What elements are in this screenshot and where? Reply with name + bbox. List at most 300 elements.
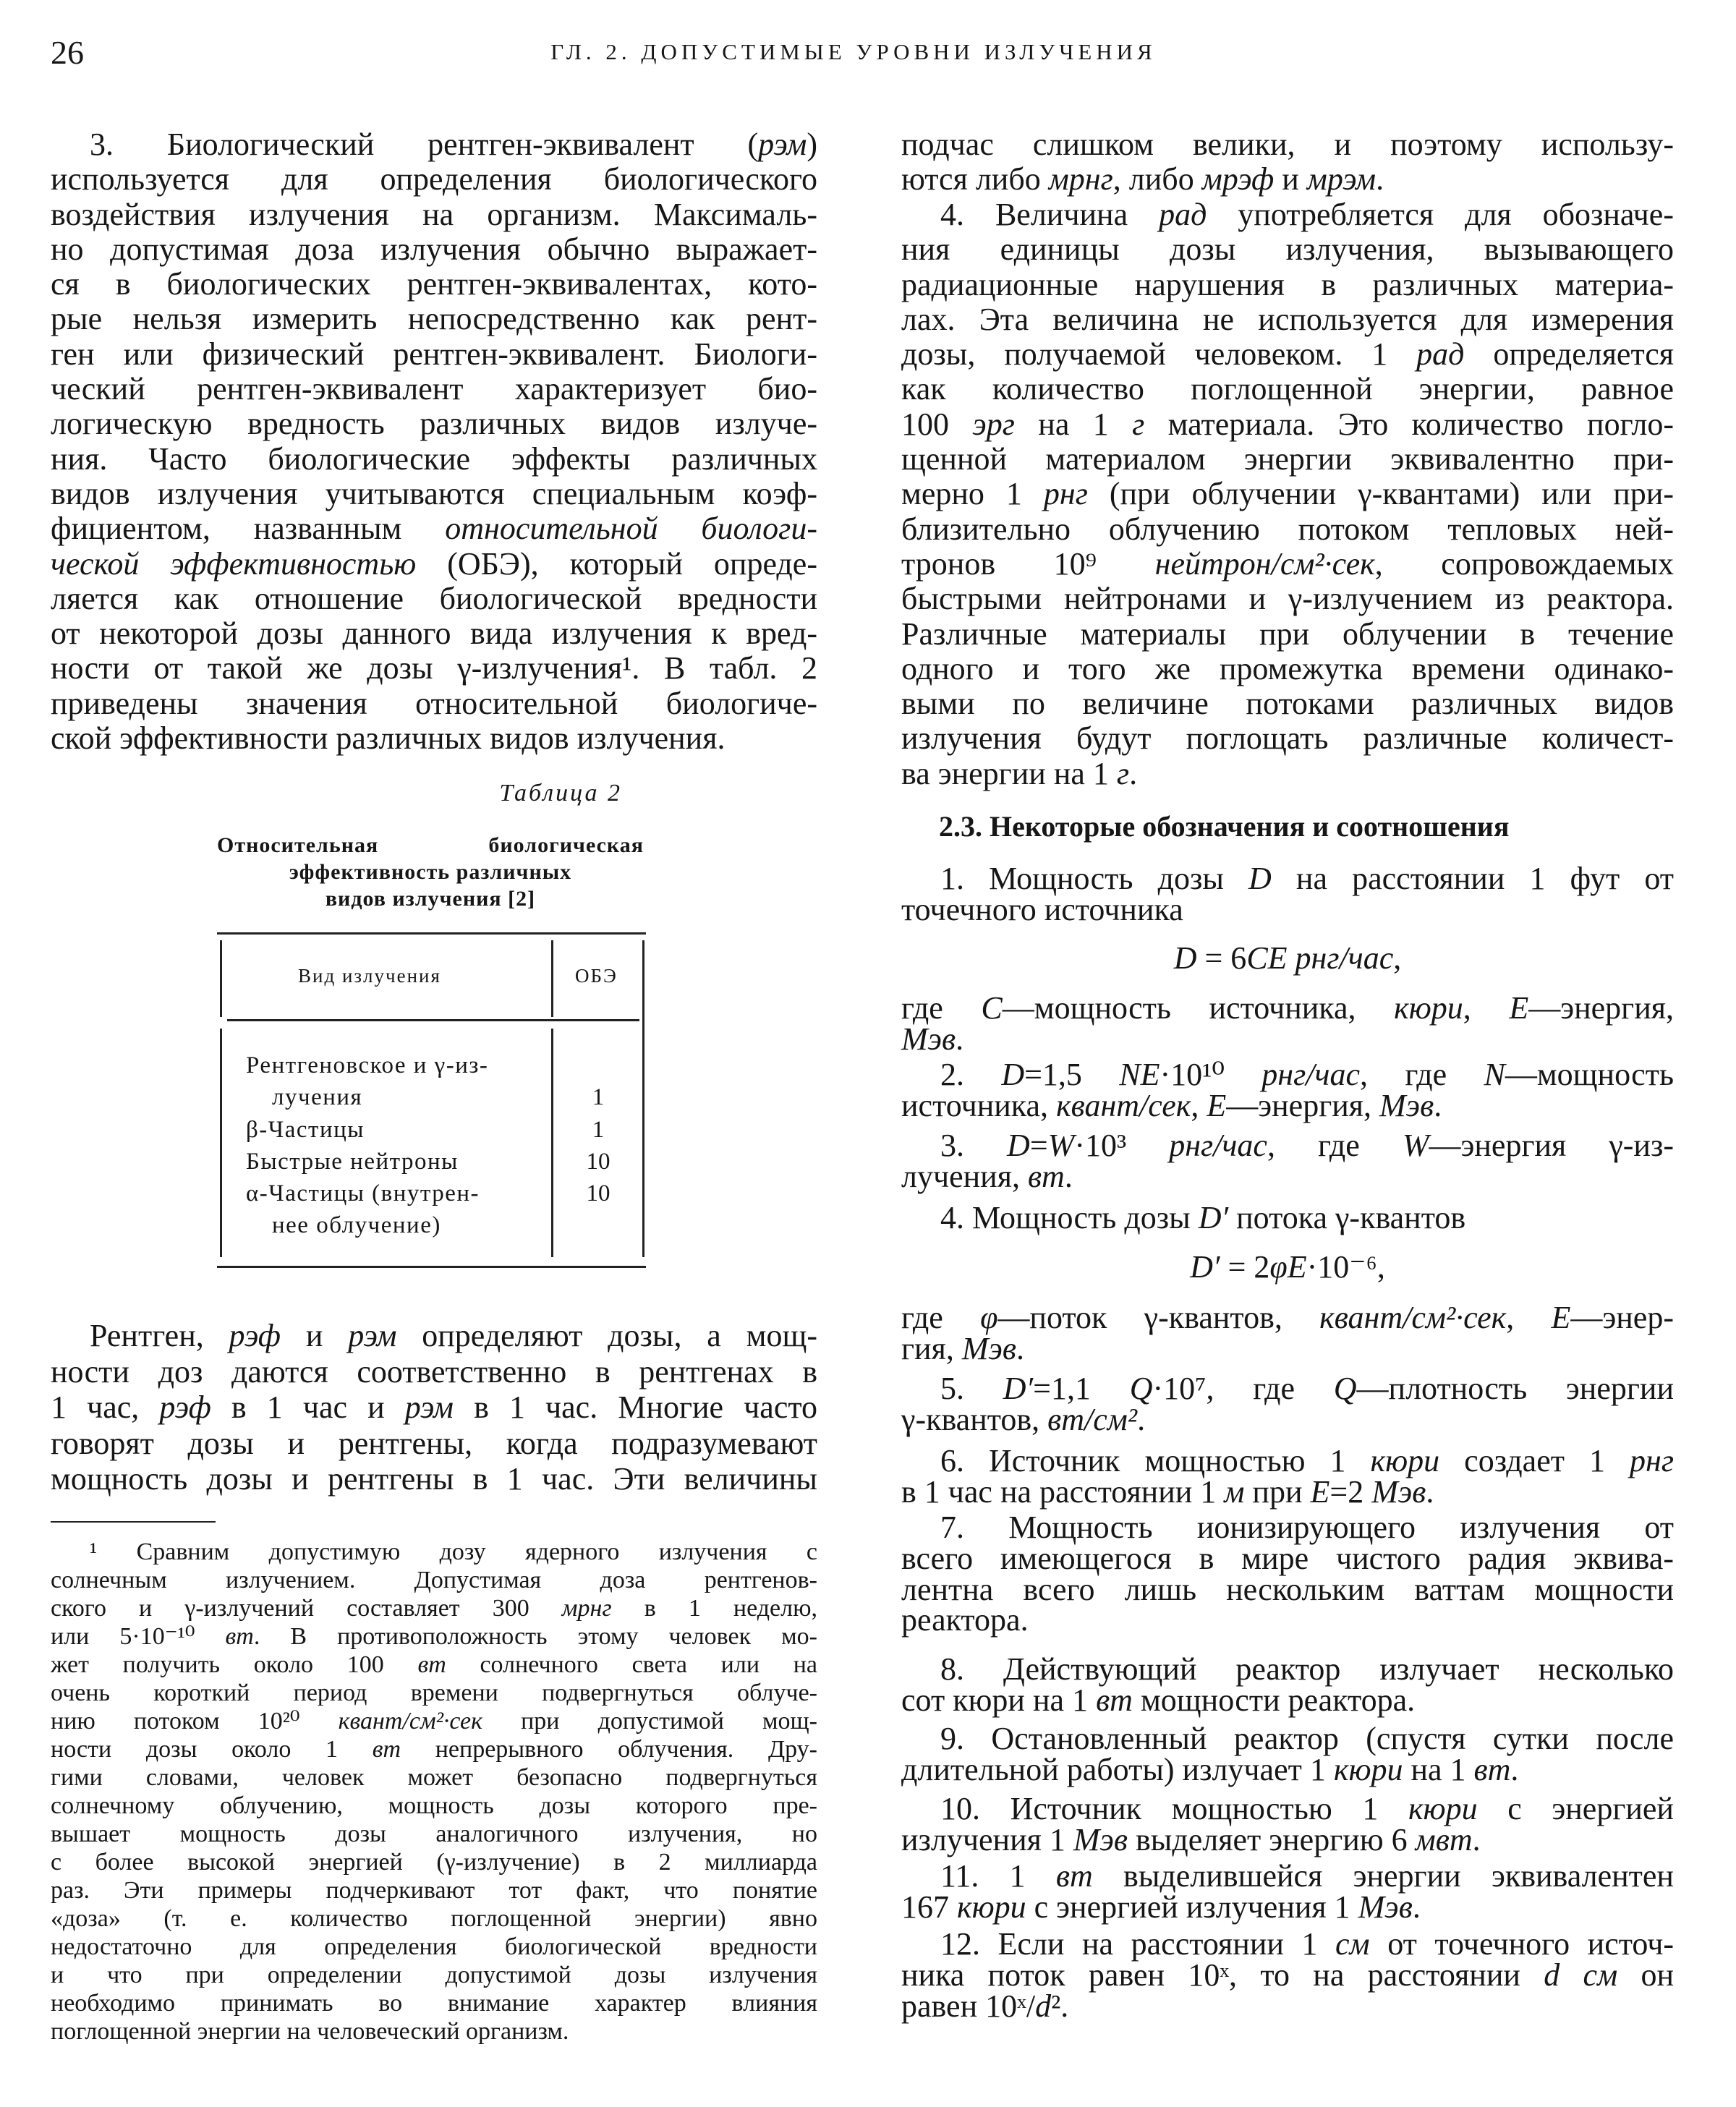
text-line	[51, 1354, 817, 1390]
text-line	[901, 1021, 1674, 1057]
text-line	[51, 1538, 817, 1566]
footnote	[51, 1538, 817, 2046]
text-run: радиационные нарушения в различных материа-	[901, 266, 1674, 302]
relation-item-1	[901, 861, 1674, 927]
table-cell-type: Быстрые нейтроны	[246, 1149, 459, 1175]
italic-term: φE	[1269, 1249, 1307, 1285]
table-cell-rbe: 1	[592, 1117, 605, 1143]
text-line	[901, 686, 1674, 721]
text-line	[51, 582, 817, 616]
text-line	[901, 512, 1674, 547]
text-run: лучения,	[901, 1158, 1028, 1194]
italic-term: D	[1007, 1128, 1030, 1163]
text-line	[901, 1249, 1674, 1285]
text-run: или 5·10⁻¹⁰	[51, 1623, 226, 1650]
text-line	[51, 686, 817, 721]
text-run: ния. Часто биологические эффекты различных	[51, 440, 817, 477]
text-run: ген или физический рентген-эквивалент. Биологи-	[51, 336, 817, 372]
text-line	[901, 442, 1674, 477]
text-run: 8. Действующий реактор излучает несколько	[940, 1651, 1674, 1687]
text-run: поглощенной энергии на человеческий организм.	[51, 2018, 569, 2045]
table-title-line: видов излучения [2]	[325, 887, 536, 911]
text-run: где	[901, 990, 982, 1026]
text-line	[901, 1821, 1674, 1857]
italic-term: вт	[1096, 1682, 1133, 1718]
italic-term: мрэм	[1306, 161, 1377, 197]
relation-item-10	[901, 1791, 1674, 1857]
text-line	[51, 1904, 817, 1933]
table-title-line: эффективность различных	[289, 860, 572, 884]
italic-term: г	[1116, 755, 1130, 791]
text-run: мощность дозы и рентгены в 1 час. Эти величины	[51, 1461, 817, 1497]
text-line	[901, 372, 1674, 406]
text-run: где	[901, 1300, 981, 1335]
column-header-type: Вид излучения	[298, 965, 441, 987]
italic-term: D	[1001, 1057, 1025, 1092]
text-line	[901, 1571, 1674, 1607]
text-run: —поток γ-квантов,	[997, 1300, 1320, 1335]
italic-term: кюри	[957, 1889, 1026, 1925]
section-heading: 2.3. Некоторые обозначения и соотношения	[939, 810, 1510, 843]
text-line	[901, 1200, 1674, 1235]
text-line	[51, 162, 817, 197]
text-line	[901, 721, 1674, 756]
text-line	[901, 1158, 1674, 1194]
text-run: «доза» (т. е. количество поглощенной энергии) явно	[51, 1905, 817, 1932]
text-run: на расстоянии 1 фут от	[1271, 861, 1674, 896]
text-line	[901, 757, 1674, 791]
text-line	[901, 1371, 1674, 1406]
italic-term: D′	[1003, 1371, 1034, 1406]
text-line	[51, 442, 817, 477]
text-line	[51, 1622, 817, 1651]
italic-term: Мэв	[1358, 1889, 1413, 1925]
relation-item-9	[901, 1721, 1674, 1787]
text-line	[901, 617, 1674, 652]
italic-term: квант/см²·сек	[1319, 1300, 1507, 1335]
paragraph-rem	[51, 127, 817, 756]
text-run: необходимо принимать во внимание характер влияния	[51, 1990, 817, 2017]
text-line	[51, 1961, 817, 1989]
text-line	[51, 232, 817, 267]
text-run: с более высокой энергией (γ-излучение) в 2 миллиарда	[51, 1849, 817, 1876]
text-line	[51, 616, 817, 651]
text-run: . В противоположность этому человек мо-	[253, 1623, 817, 1650]
text-run: мерно 1	[901, 476, 1044, 512]
text-run: 167	[901, 1889, 957, 1925]
text-run: сот кюри на 1	[901, 1682, 1097, 1718]
text-run: с энергией	[1477, 1791, 1674, 1826]
text-run: гими словами, человек может безопасно подвергнуться	[51, 1764, 817, 1791]
italic-term: рэф	[159, 1389, 211, 1425]
text-line	[51, 127, 817, 162]
relation-item-6	[901, 1443, 1674, 1510]
text-run: ника поток равен 10ˣ, то на расстоянии	[901, 1957, 1544, 1993]
table-border-left	[220, 1029, 222, 1257]
text-line	[901, 1473, 1674, 1510]
text-line	[51, 1594, 817, 1622]
formula-legend-phi	[901, 1300, 1674, 1366]
text-line	[51, 1389, 817, 1426]
text-run: .	[1472, 1821, 1481, 1857]
text-run: ,	[1191, 1087, 1207, 1123]
text-run: и	[1274, 161, 1307, 197]
text-run: 7. Мощность ионизирующего излучения от	[940, 1510, 1674, 1545]
italic-term: г	[1132, 406, 1145, 442]
text-run: выми по величине потоками различных видов	[901, 686, 1674, 722]
italic-term: рэф	[229, 1318, 281, 1353]
text-line	[901, 1512, 1674, 1544]
text-run: говорят дозы и рентгены, когда подразумевают	[51, 1425, 817, 1461]
text-run: непрерывного облучения. Дру-	[401, 1736, 818, 1763]
text-line	[901, 477, 1674, 511]
table-cell-rbe: 10	[586, 1149, 610, 1175]
text-line	[51, 302, 817, 336]
italic-term: Мэв	[961, 1330, 1016, 1366]
text-line	[901, 582, 1674, 616]
italic-term: рнг/час	[1295, 940, 1394, 976]
text-run: солнечного света или на	[446, 1651, 817, 1678]
italic-term: рад	[1416, 336, 1465, 373]
text-line	[901, 861, 1674, 896]
text-line	[51, 1933, 817, 1961]
formula-dose-rate	[901, 940, 1674, 976]
italic-term: E	[1551, 1300, 1571, 1335]
text-run: 4. Мощность дозы	[940, 1200, 1199, 1235]
text-run: на 1	[1014, 406, 1133, 442]
text-run: 1. Мощность дозы	[940, 861, 1249, 896]
text-run: рые нельзя измерить непосредственно как рент-	[51, 301, 817, 337]
text-run: ².	[1051, 1988, 1069, 2024]
text-run: материала. Это количество погло-	[1144, 406, 1675, 442]
text-line	[901, 940, 1674, 976]
text-line	[901, 197, 1674, 232]
text-run: —энергия,	[1528, 990, 1674, 1026]
italic-term: рэм	[348, 1318, 397, 1353]
text-line	[901, 1443, 1674, 1478]
text-run: ,	[1463, 990, 1510, 1026]
text-run: с энергией излучения 1	[1026, 1889, 1358, 1925]
text-run: .	[1426, 1473, 1434, 1510]
text-run: реактора.	[901, 1602, 1029, 1638]
text-run: ются либо	[901, 161, 1049, 197]
text-run: ·10³	[1074, 1128, 1170, 1163]
text-run: на 1	[1403, 1751, 1474, 1787]
italic-term: вт	[1055, 1858, 1093, 1894]
italic-term: квант/см²·сек	[338, 1708, 483, 1734]
text-run: солнечному облучению, мощность дозы которого пре-	[51, 1792, 817, 1819]
italic-term: ческой эффективностью	[51, 545, 417, 582]
text-run: = 6	[1196, 940, 1247, 976]
text-run: приведены значения относительной биологиче-	[51, 685, 817, 721]
text-run: 9. Остановленный реактор (спустя сутки после	[940, 1721, 1674, 1756]
text-line	[901, 1602, 1674, 1638]
text-run: ся в биологических рентген-эквивалентах, кото-	[51, 266, 817, 302]
table-title-line: Относительная биологическая	[217, 833, 644, 857]
text-run: ния единицы дозы излучения, вызывающего	[901, 231, 1674, 268]
text-line	[51, 1989, 817, 2017]
text-run: при допустимой мощ-	[482, 1708, 817, 1734]
text-run: .	[1376, 161, 1384, 197]
table-caption: Таблица 2	[499, 780, 622, 806]
italic-term: рад	[1159, 197, 1207, 232]
italic-term: Мэв	[1073, 1821, 1128, 1857]
italic-term: W	[1047, 1128, 1075, 1163]
italic-term: вт/см²	[1047, 1401, 1138, 1437]
text-line	[51, 511, 817, 546]
text-line	[901, 1300, 1674, 1335]
italic-term: рнг/час	[1261, 1057, 1361, 1092]
text-run: γ-квантов,	[901, 1401, 1048, 1437]
italic-term: N	[1484, 1057, 1505, 1092]
text-run: логическую вредность различных видов излуче-	[51, 406, 817, 442]
table-cell-rbe: 1	[592, 1084, 605, 1110]
italic-term: φ	[980, 1300, 998, 1335]
text-run: солнечным излучением. Допустимая доза рентгенов-	[51, 1567, 817, 1593]
text-run: , где	[1360, 1057, 1484, 1092]
text-line	[901, 407, 1674, 442]
paragraph-units	[51, 1318, 817, 1497]
text-run	[1288, 940, 1295, 976]
text-run: 3.	[940, 1128, 1008, 1163]
relation-item-2	[901, 1057, 1675, 1123]
relation-item-8	[901, 1651, 1674, 1718]
text-line	[51, 477, 817, 511]
text-run: .	[1137, 1401, 1146, 1437]
text-line	[901, 1858, 1674, 1894]
italic-term: мрнг	[561, 1595, 612, 1622]
text-line	[901, 1926, 1675, 1962]
italic-term: CE	[1246, 940, 1288, 976]
text-run: определяется	[1464, 336, 1674, 373]
text-run: ности от такой же дозы γ-излучения¹. В табл. 2	[51, 650, 817, 686]
text-run: раз. Эти примеры подчеркивают тот факт, что понятие	[51, 1877, 817, 1904]
text-run: дозы, получаемой человеком. 1	[901, 336, 1417, 373]
italic-term: D′	[1190, 1249, 1220, 1285]
table-cell-type: нее облучение)	[272, 1212, 441, 1238]
text-run: при	[1244, 1473, 1311, 1510]
text-line	[901, 162, 1674, 197]
text-run: как количество поглощенной энергии, равное	[901, 371, 1674, 407]
text-line	[901, 1988, 1674, 2024]
text-run: 4. Величина	[940, 197, 1160, 232]
rbe-table	[217, 932, 646, 1268]
table-cell-rbe: 10	[586, 1180, 610, 1206]
table-cell-type: α-Частицы (внутрен-	[246, 1180, 480, 1206]
text-line	[901, 1087, 1674, 1123]
text-run: вышает мощность дозы аналогичного излучения, но	[51, 1821, 817, 1847]
text-line	[901, 127, 1674, 162]
text-line	[51, 1792, 817, 1820]
text-run: ,	[1506, 1300, 1552, 1335]
text-run: 10. Источник мощностью 1	[940, 1791, 1408, 1826]
text-run: ¹ Сравним допустимую дозу ядерного излучения с	[90, 1538, 817, 1565]
table-cell-type: β-Частицы	[246, 1117, 365, 1143]
text-run: выделившейся энергии эквивалентен	[1092, 1858, 1674, 1894]
text-run: одного и того же промежутка времени одинако-	[901, 650, 1674, 686]
text-run: определяют дозы, а мощ-	[396, 1318, 817, 1353]
footnote-rule	[51, 1521, 216, 1523]
paragraph-rad	[901, 197, 1674, 791]
text-run: употребляется для обозначе-	[1207, 197, 1674, 232]
text-line	[901, 1721, 1674, 1756]
text-run: 1 час,	[51, 1389, 160, 1425]
text-line	[51, 1848, 817, 1876]
text-line	[901, 652, 1674, 686]
relation-item-11	[901, 1858, 1674, 1925]
table-cell-type: Рентгеновское и γ-из-	[246, 1052, 489, 1078]
text-run: равен 10ˣ/	[901, 1988, 1036, 2024]
text-run: всего имеющегося в мире чистого радия эквива-	[901, 1540, 1674, 1576]
italic-term: кюри	[1408, 1791, 1478, 1826]
table-border-left	[220, 940, 222, 1017]
text-run: 2.	[940, 1057, 1002, 1092]
text-run: излучения будут поглощать различные количест-	[901, 720, 1674, 757]
text-run: используется для определения биологического	[51, 161, 817, 197]
text-run: —мощность	[1505, 1057, 1675, 1092]
text-run: щенной материалом энергии эквивалентно при-	[901, 441, 1674, 477]
text-run: =1,5	[1024, 1057, 1120, 1092]
text-run: ского и γ-излучений составляет 300	[51, 1595, 562, 1622]
page-number: 26	[51, 34, 84, 71]
text-line	[51, 1426, 817, 1462]
text-run: ческий рентген-эквивалент характеризует био-	[51, 371, 817, 407]
text-line	[901, 1651, 1674, 1687]
text-run: в 1 час на расстоянии 1	[901, 1473, 1225, 1510]
text-run: быстрыми нейтронами и γ-излучением из реактора.	[901, 581, 1674, 617]
italic-term: рнг/час	[1169, 1128, 1267, 1163]
text-line	[51, 1651, 817, 1679]
text-run: 100	[901, 406, 973, 442]
italic-term: относительной биологи-	[445, 511, 817, 547]
italic-term: E	[1310, 1473, 1330, 1510]
column-divider	[551, 940, 553, 1017]
text-run: тронов 10⁹	[901, 545, 1155, 582]
text-run: гия,	[901, 1330, 962, 1366]
text-run: )	[807, 127, 817, 162]
running-title: ГЛ. 2. ДОПУСТИМЫЕ УРОВНИ ИЗЛУЧЕНИЯ	[550, 39, 1157, 64]
column-header-rbe: ОБЭ	[575, 965, 618, 987]
text-run: , где	[1267, 1128, 1403, 1163]
text-run: .	[1434, 1087, 1442, 1123]
text-run: (ОБЭ), который опреде-	[416, 545, 817, 582]
italic-term: Мэв	[901, 1021, 956, 1057]
text-run: ской эффективности различных видов излучения.	[51, 720, 726, 757]
text-run: —плотность энергии	[1356, 1371, 1674, 1406]
text-line	[901, 1957, 1674, 1993]
formula-legend-c	[901, 990, 1674, 1057]
text-line	[901, 1682, 1674, 1718]
italic-term: квант/сек	[1056, 1087, 1191, 1123]
italic-term: Q	[1333, 1371, 1357, 1406]
italic-term: D	[1173, 940, 1197, 976]
text-line	[51, 1876, 817, 1904]
italic-term: Мэв	[1371, 1473, 1426, 1510]
italic-term: рнг	[1630, 1443, 1674, 1478]
text-run: от точечного источ-	[1369, 1926, 1675, 1962]
text-run: = 2	[1220, 1249, 1270, 1285]
text-line	[901, 1751, 1674, 1787]
text-run: мощности реактора.	[1132, 1682, 1416, 1718]
italic-term: D′	[1198, 1200, 1229, 1235]
text-run: .	[1129, 755, 1138, 791]
italic-term: C	[981, 990, 1003, 1026]
text-run: точечного источника	[901, 891, 1183, 927]
relation-item-7	[901, 1512, 1674, 1636]
text-line	[901, 891, 1674, 927]
italic-term: вт	[225, 1623, 254, 1650]
italic-term: рэм	[758, 127, 807, 162]
text-run: —энергия,	[1226, 1087, 1380, 1123]
italic-term: W	[1402, 1128, 1429, 1163]
text-run: —энергия γ-из-	[1429, 1128, 1674, 1163]
text-run: .	[1412, 1889, 1421, 1925]
text-run: близительно облучению потоком тепловых ней-	[901, 511, 1674, 547]
text-line	[51, 1461, 817, 1497]
italic-term: м	[1224, 1473, 1245, 1510]
italic-term: d см	[1544, 1957, 1618, 1993]
italic-term: кюри	[1370, 1443, 1440, 1478]
text-run: , сопровождаемых	[1374, 545, 1674, 582]
italic-term: см	[1335, 1926, 1370, 1962]
italic-term: эрг	[972, 406, 1015, 442]
text-run: воздействия излучения на организм. Максималь-	[51, 196, 817, 232]
text-run: фициентом, названным	[51, 511, 446, 547]
text-line	[901, 268, 1674, 302]
italic-term: Мэв	[1379, 1087, 1434, 1123]
text-line	[901, 302, 1674, 337]
text-run: очень короткий период времени подвергнуться облуче-	[51, 1680, 817, 1706]
italic-term: вт	[372, 1736, 401, 1763]
text-run: видов излучения учитываются специальным коэф-	[51, 475, 817, 511]
text-line	[901, 1889, 1674, 1925]
text-line	[51, 721, 817, 756]
text-line	[51, 1763, 817, 1792]
text-line	[51, 1707, 817, 1735]
header-rule	[227, 1019, 639, 1021]
text-run: 12. Если на расстоянии 1	[940, 1926, 1336, 1962]
italic-term: D	[1248, 861, 1272, 896]
text-run: 6. Источник мощностью 1	[940, 1443, 1371, 1478]
text-line	[51, 372, 817, 406]
italic-term: мвт	[1415, 1821, 1473, 1857]
text-line	[51, 406, 817, 441]
text-run: 11. 1	[940, 1858, 1056, 1894]
relation-item-12	[901, 1926, 1675, 2024]
text-run: от некоторой дозы данного вида излучения к вред-	[51, 616, 817, 652]
text-run: .	[1064, 1158, 1073, 1194]
text-line	[51, 337, 817, 372]
italic-term: Q	[1129, 1371, 1153, 1406]
text-line	[51, 1735, 817, 1763]
text-line	[51, 547, 817, 582]
italic-term: кюри	[1394, 990, 1463, 1026]
relation-item-3	[901, 1128, 1674, 1194]
text-run: —энер-	[1570, 1300, 1674, 1335]
text-line	[901, 1057, 1675, 1092]
text-line	[901, 1401, 1674, 1437]
table-cell-type: лучения	[272, 1084, 363, 1110]
text-run: в 1 неделю,	[611, 1595, 817, 1622]
text-run: ности доз даются соответственно в рентгенах в	[51, 1353, 817, 1389]
text-run: 5.	[940, 1371, 1003, 1406]
italic-term: мрнг	[1048, 161, 1113, 197]
text-line	[901, 547, 1674, 582]
text-run: .	[956, 1021, 964, 1057]
italic-term: вт	[1027, 1158, 1065, 1194]
formula-gamma-flux	[901, 1249, 1674, 1285]
text-run: создает 1	[1439, 1443, 1630, 1478]
